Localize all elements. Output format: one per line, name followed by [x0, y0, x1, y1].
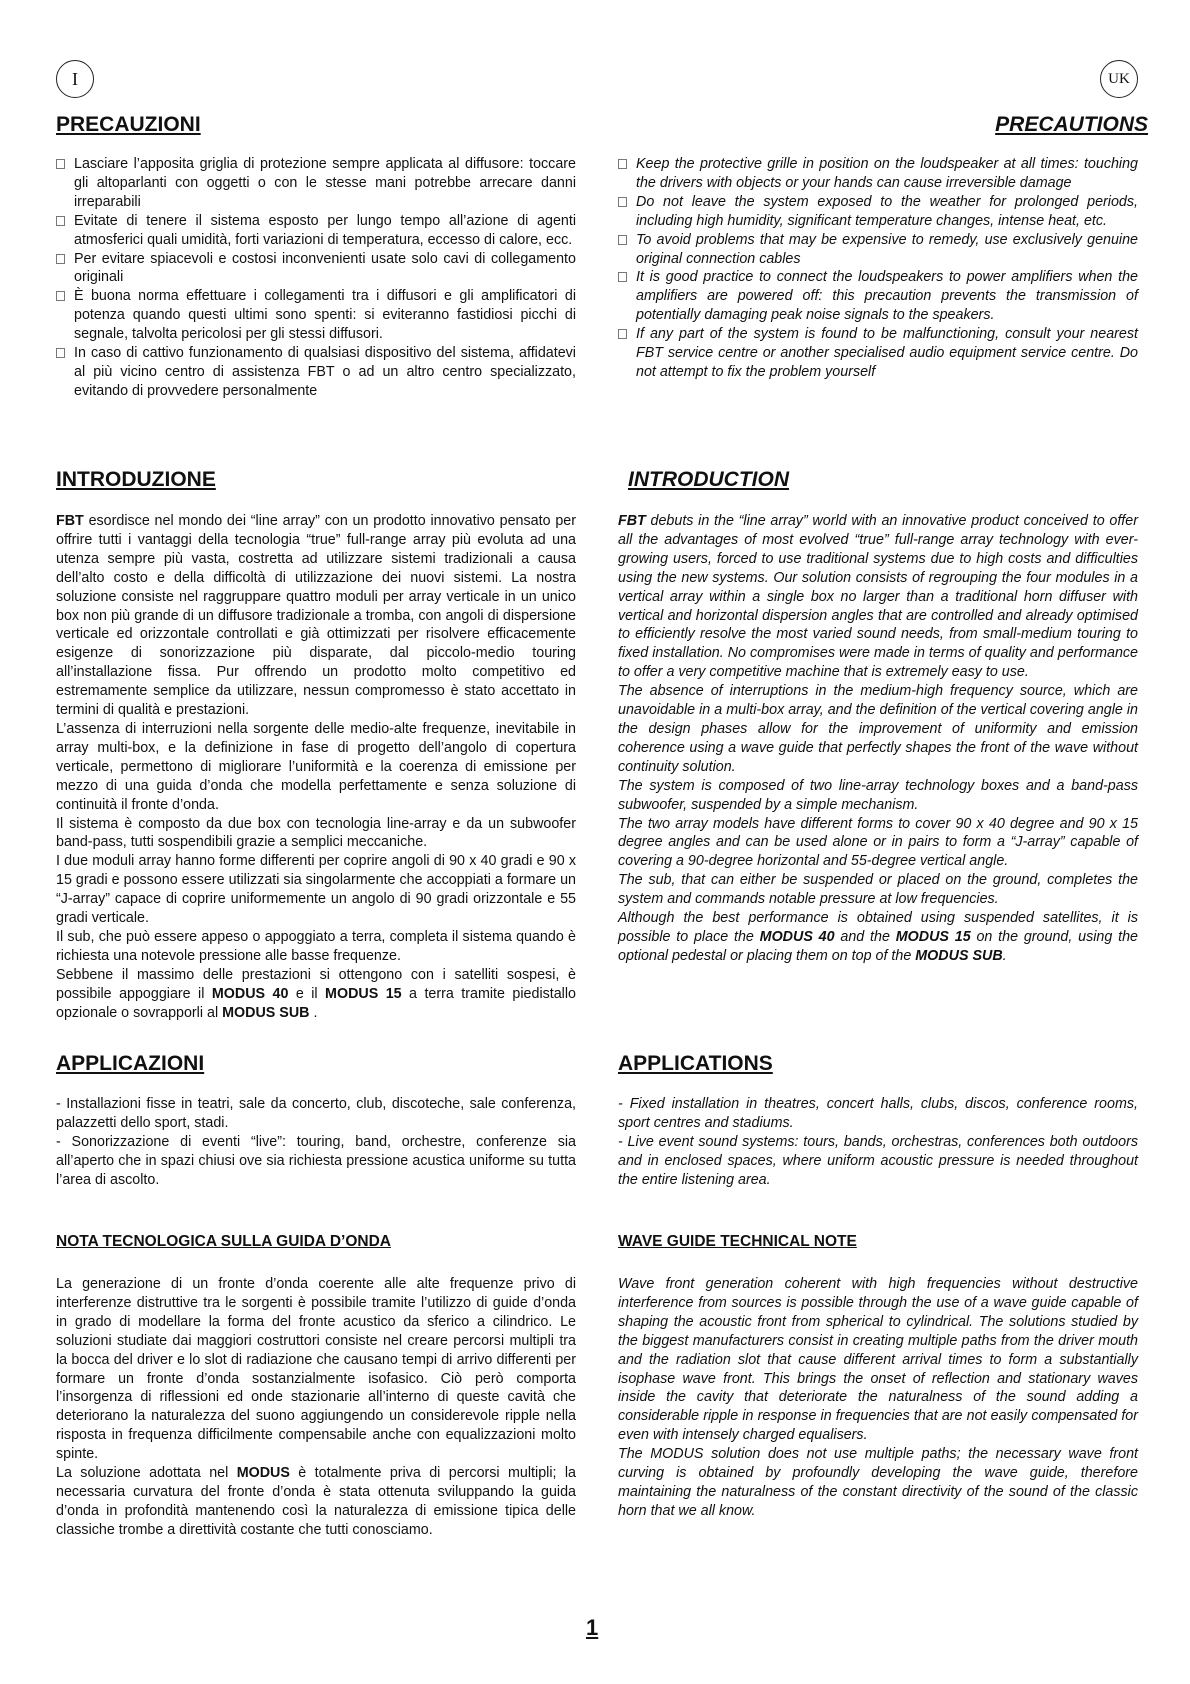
wave-guide-body-en [618, 1275, 1138, 1521]
introduction-body-it [56, 512, 576, 1022]
checkbox-bullet-icon [618, 272, 627, 282]
intro-paragraph-it: Il sub, che può essere appeso o appoggiato a terra, completa il sistema quando è richiesta una notevole pressione alle basse frequenze. [56, 928, 576, 964]
wave-guide-heading-en: WAVE GUIDE TECHNICAL NOTE [618, 1233, 857, 1250]
precaution-item-it: In caso di cattivo funzionamento di qualsiasi dispositivo del sistema, affidatevi al più vicino centro di assistenza FBT o ad un altro centro specializzato, evitando di provvedere personalmente [56, 344, 576, 401]
page-number: 1 [586, 1615, 599, 1640]
intro-paragraph-it: Sebbene il massimo delle prestazioni si ottengono con i satelliti sospesi, è possibile appoggiare il MODUS 40 e il MODUS 15 a terra tramite piedistallo opzionale o sovrapporli al MODUS SUB . [56, 966, 576, 1021]
applications-body-it [56, 1095, 576, 1190]
wave-guide-paragraph-it: La soluzione adottata nel MODUS è totalmente priva di percorsi multipli; la necessaria curvatura del fronte d’onda è stata ottenuta sviluppando la guida d’onda in profondità mantenendo così la naturalezza di emissione tipica delle classiche trombe a direttività costante che tutti conosciamo. [56, 1465, 576, 1538]
precaution-item-en: If any part of the system is found to be malfunctioning, consult your nearest FBT service centre or another specialised audio equipment service centre. Do not attempt to fix the problem yourself [618, 325, 1138, 382]
intro-paragraph-en: The system is composed of two line-array technology boxes and a band-pass subwoofer, suspended by a simple mechanism. [618, 777, 1138, 813]
introduction-heading-en: INTRODUCTION [628, 468, 789, 491]
language-badge-italian-label: I [72, 68, 78, 89]
wave-guide-paragraph-en: Wave front generation coherent with high frequencies without destructive interference from sources is possible through the use of a wave guide capable of shaping the acoustic front from spherical to cylindrical. The solutions studied by the biggest manufacturers consist in creating multiple paths from the driver mouth and the radiation slot that cause different arrival times to form a substantially isophase wave front. This brings the onset of reflection and stationary waves inside the cavity that deteriorate the naturalness of the sound adding a considerable ripple in response in frequencies that are not easily compensated for even with intensely charged equalisers. [618, 1276, 1138, 1444]
application-item-it: - Sonorizzazione di eventi “live”: touring, band, orchestre, conferenze sia all’aperto che in spazi chiusi ove sia richiesta pressione acustica uniforme su tutta l’area di ascolto. [56, 1133, 576, 1188]
checkbox-bullet-icon [56, 216, 65, 226]
precaution-item-it: Evitate di tenere il sistema esposto per lungo tempo all’azione di agenti atmosferici quali umidità, forti variazioni di temperatura, eccesso di calore, ecc. [56, 212, 576, 250]
introduction-heading-it: INTRODUZIONE [56, 468, 216, 491]
application-item-en: - Live event sound systems: tours, bands, orchestras, conferences both outdoors and in enclosed spaces, where uniform acoustic pressure is needed throughout the entire listening area. [618, 1133, 1138, 1188]
intro-paragraph-it: L’assenza di interruzioni nella sorgente delle medio-alte frequenze, inevitabile in array multi-box, e la definizione in fase di progetto dell’angolo di copertura verticale, permettono di migliorare l’uniformità e la coerenza di emissione per mezzo di una guida d’onda che modella perfettamente e senza soluzione di continuità il fronte d’onda. [56, 720, 576, 813]
precaution-item-it: Lasciare l’apposita griglia di protezione sempre applicata al diffusore: toccare gli altoparlanti con oggetti o con le stesse mani potrebbe arrecare danni irreparabili [56, 155, 576, 212]
checkbox-bullet-icon [618, 235, 627, 245]
checkbox-bullet-icon [56, 254, 65, 264]
precautions-heading-it: PRECAUZIONI [56, 113, 201, 136]
checkbox-bullet-icon [618, 329, 627, 339]
language-badge-english [1100, 60, 1138, 98]
precautions-list-it [56, 155, 576, 401]
language-badge-english-label: UK [1108, 70, 1130, 87]
precaution-item-en: To avoid problems that may be expensive to remedy, use exclusively genuine original connection cables [618, 231, 1138, 269]
applications-heading-it: APPLICAZIONI [56, 1052, 205, 1075]
checkbox-bullet-icon [618, 197, 627, 207]
language-badge-italian [56, 60, 94, 98]
wave-guide-body-it [56, 1275, 576, 1540]
intro-paragraph-it: I due moduli array hanno forme differenti per coprire angoli di 90 x 40 gradi e 90 x 15 gradi e possono essere utilizzati sia singolarmente che accoppiati a formare un “J-array” capace di coprire uniformemente un angolo di 90 gradi orizzontale e 55 gradi verticale. [56, 853, 576, 927]
precaution-item-it: È buona norma effettuare i collegamenti tra i diffusori e gli amplificatori di potenza quando questi ultimi sono spenti: si eviteranno fastidiosi picchi di segnale, talvolta pericolosi per gli stessi diffusori. [56, 287, 576, 344]
precaution-item-en: It is good practice to connect the loudspeakers to power amplifiers when the amplifiers are powered off: this precaution prevents the transmission of potentially damaging peak noise signals to the speakers. [618, 268, 1138, 325]
checkbox-bullet-icon [56, 159, 65, 169]
intro-paragraph-en: The two array models have different forms to cover 90 x 40 degree and 90 x 15 degree angles and can be used alone or in pairs to form a “J-array” capable of covering a 90-degree horizontal and 55-degree vertical angle. [618, 815, 1138, 870]
applications-heading-en: APPLICATIONS [618, 1052, 773, 1075]
precautions-list-en [618, 155, 1138, 382]
wave-guide-paragraph-en: The MODUS solution does not use multiple paths; the necessary wave front curving is obtained by profoundly developing the wave guide, therefore maintaining the naturalness of the constant directivity of the sound of the classic horn that we all know. [618, 1446, 1138, 1519]
precaution-item-it: Per evitare spiacevoli e costosi inconvenienti usate solo cavi di collegamento originali [56, 250, 576, 288]
checkbox-bullet-icon [56, 291, 65, 301]
intro-paragraph-en: FBT debuts in the “line array” world with an innovative product conceived to offer all the advantages of most evolved “true” full-range array technology with ever-growing users, forced to use traditional systems due to high costs and difficulties using the new systems. Our solution consists of regrouping the four modules in a vertical array within a single box no larger than a traditional horn diffuser with vertical and horizontal dispersion angles that are controlled and already optimised to efficiently resolve the most varied sound needs, from small-medium touring to fixed installation. No compromises were made in terms of quality and performance to offer a very competitive machine that is extremely easy to use. [618, 513, 1138, 681]
checkbox-bullet-icon [56, 348, 65, 358]
intro-paragraph-en: The absence of interruptions in the medium-high frequency source, which are unavoidable in a multi-box array, and the definition of the vertical covering angle in the design phases allow for the improvement of uniformity and emission coherence using a wave guide that perfectly shapes the front of the wave without continuity solution. [618, 683, 1138, 775]
wave-guide-paragraph-it: La generazione di un fronte d’onda coerente alle alte frequenze privo di interferenze distruttive tra le sorgenti è possibile tramite l’utilizzo di guide d’onda in grado di modellare la forma del fronte acustico da sferico a cilindrico. Le soluzioni studiate dai maggiori costruttori consiste nel creare percorsi multipli tra la bocca del driver e lo slot di radiazione che causano tempi di arrivo differenti per formare un fronte d’onda sostanzialmente isofasico. Ciò però comporta l’insorgenza di riflessioni ed onde stazionarie all’interno di queste cavità che deteriorano la naturalezza del suono aggiungendo un considerevole ripple nella risposta in frequenza difficilmente compensabile anche con equalizzazioni molto spinte. [56, 1276, 576, 1463]
application-item-it: - Installazioni fisse in teatri, sale da concerto, club, discoteche, sale conferenza, palazzetti dello sport, stadi. [56, 1096, 576, 1131]
checkbox-bullet-icon [618, 159, 627, 169]
intro-paragraph-en: The sub, that can either be suspended or placed on the ground, completes the system and commands notable pressure at low frequencies. [618, 872, 1138, 908]
precaution-item-en: Do not leave the system exposed to the weather for prolonged periods, including high humidity, significant temperature changes, intense heat, etc. [618, 193, 1138, 231]
applications-body-en [618, 1095, 1138, 1190]
intro-paragraph-it: FBT esordisce nel mondo dei “line array” con un prodotto innovativo pensato per offrire tutti i vantaggi della tecnologia “true” full-range array più evoluta ad una utenza sempre più vasta, costretta ad utilizzare sistemi tradizionali a causa dell’alto costo e della difficoltà di utilizzazione dei nuovi sistemi. La nostra soluzione consiste nel raggruppare quattro moduli per array verticale in un unico box non più grande di un diffusore tradizionale a tromba, con angoli di dispersione verticale ed orizzontale controllati e già ottimizzati per risolvere efficacemente esigenze di sonorizzazione più disparate, dal piccolo-medio touring all’installazione fissa. Pur offrendo un prodotto molto competitivo ed estremamente semplice da utilizzare, nessun compromesso è stato accettato in termini di qualità e prestazioni. [56, 513, 576, 719]
introduction-body-en [618, 512, 1138, 966]
intro-paragraph-en: Although the best performance is obtained using suspended satellites, it is possible to place the MODUS 40 and the MODUS 15 on the ground, using the optional pedestal or placing them on top of the MODUS SUB. [618, 910, 1138, 964]
wave-guide-heading-it: NOTA TECNOLOGICA SULLA GUIDA D’ONDA [56, 1233, 391, 1250]
intro-paragraph-it: Il sistema è composto da due box con tecnologia line-array e da un subwoofer band-pass, tutti sospendibili grazie a semplici meccaniche. [56, 815, 576, 851]
application-item-en: - Fixed installation in theatres, concert halls, clubs, discos, conference rooms, sport centres and stadiums. [618, 1096, 1138, 1131]
precaution-item-en: Keep the protective grille in position on the loudspeaker at all times: touching the drivers with objects or your hands can cause irreversible damage [618, 155, 1138, 193]
precautions-heading-en: PRECAUTIONS [995, 113, 1148, 136]
